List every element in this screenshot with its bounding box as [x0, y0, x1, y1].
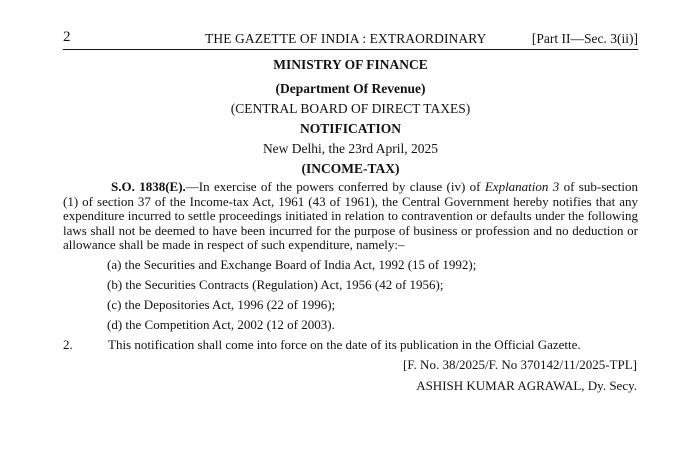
para1-emphasis: Explanation 3 — [484, 179, 560, 194]
list-item: (a) the Securities and Exchange Board of India Act, 1992 (15 of 1992); — [107, 257, 477, 272]
gazette-title: THE GAZETTE OF INDIA : EXTRAORDINARY — [205, 31, 487, 46]
gazette-part: [Part II—Sec. 3(ii)] — [531, 31, 638, 46]
file-reference: [F. No. 38/2025/F. No 370142/11/2025-TPL] — [403, 357, 637, 372]
list-item: (b) the Securities Contracts (Regulation) Act, 1956 (42 of 1956); — [107, 277, 444, 292]
notification-paragraph-1 — [63, 180, 638, 253]
signatory: ASHISH KUMAR AGRAWAL, Dy. Secy. — [416, 378, 637, 393]
header-rule — [63, 49, 638, 50]
list-item: (c) the Depositories Act, 1996 (22 of 1996); — [107, 297, 336, 312]
notification-heading: NOTIFICATION — [299, 121, 401, 136]
ministry-heading: MINISTRY OF FINANCE — [273, 57, 428, 72]
subject-heading: (INCOME-TAX) — [301, 161, 400, 176]
department-heading: (Department Of Revenue) — [275, 81, 426, 96]
board-heading: (CENTRAL BOARD OF DIRECT TAXES) — [230, 101, 471, 116]
para2-number: 2. — [63, 337, 73, 352]
page-number: 2 — [63, 29, 71, 45]
para1-before-emphasis: —In exercise of the powers conferred by clause (iv) of — [185, 179, 485, 194]
list-item: (d) the Competition Act, 2002 (12 of 2003). — [107, 317, 335, 332]
so-number: S.O. 1838(E). — [111, 179, 186, 194]
place-date: New Delhi, the 23rd April, 2025 — [262, 141, 439, 156]
gazette-header — [63, 29, 638, 49]
para2-text: This notification shall come into force on the date of its publication in the Official Gazette. — [108, 337, 581, 352]
para1-after-emphasis: of sub-section (1) of section 37 of the Income-tax Act, 1961 (43 of 1961), the Central Government hereby notifies that any expenditure incurred to settle proceedings initiated in relation to contravention or defaults under the following laws shall not be deemed to have been incurred for the purpose of business or profession and no deduction or allowance shall be made in respect of such expenditure, namely:– — [63, 179, 639, 253]
